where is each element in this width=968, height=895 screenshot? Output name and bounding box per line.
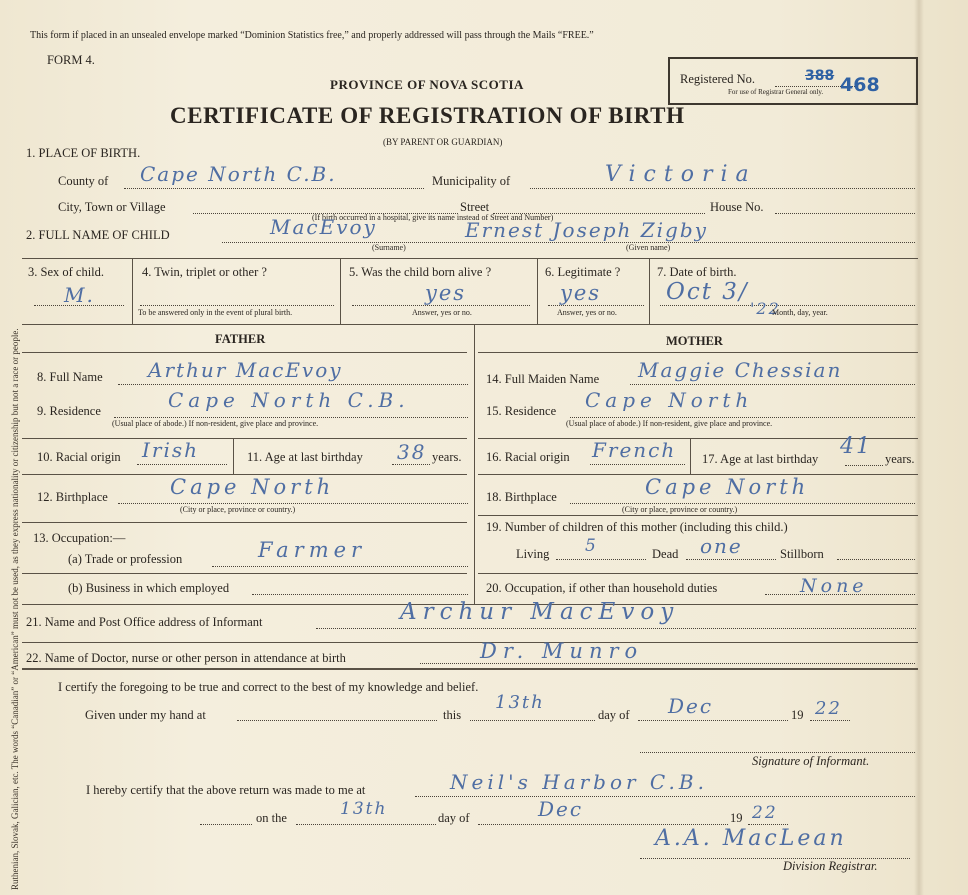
legitimate-note: Answer, yes or no. <box>557 308 617 317</box>
certification-statement: I certify the foregoing to be true and correct to the best of my knowledge and belief. <box>58 680 479 694</box>
registered-number-new: 468 <box>840 74 880 96</box>
mother-children-label: 19. Number of children of this mother (including this child.) <box>486 520 788 534</box>
mother-residence-label: 15. Residence <box>486 404 557 418</box>
registered-label: Registered No. <box>680 72 755 86</box>
father-birthplace-value: Cape North <box>170 475 335 499</box>
certification-day-value: 13th <box>495 692 545 713</box>
father-occupation-label: 13. Occupation:— <box>33 531 126 545</box>
registrar-place-value: Neil's Harbor C.B. <box>450 770 708 794</box>
registrar-day-value: 13th <box>340 799 388 819</box>
child-surname-value: MacEvoy <box>270 215 377 239</box>
hospital-note: (If birth occurred in a hospital, give its name instead of Street and Number) <box>312 213 554 222</box>
mother-heading: MOTHER <box>666 334 723 348</box>
registered-number-old: 388 <box>805 68 835 84</box>
mother-maiden-name-value: Maggie Chessian <box>638 358 843 382</box>
mailing-notice: This form if placed in an unsealed envelope marked “Dominion Statistics free,” and properly addressed will pass through the Mails “FREE.” <box>30 30 594 41</box>
street-label: Street <box>460 200 490 214</box>
form-number: FORM 4. <box>47 53 95 67</box>
dead-label: Dead <box>652 547 679 561</box>
father-heading: FATHER <box>215 332 266 346</box>
mother-racial-value: French <box>592 438 677 462</box>
county-label: County of <box>58 174 109 188</box>
father-racial-value: Irish <box>142 438 200 462</box>
legitimate-value: yes <box>560 281 602 305</box>
twin-label: 4. Twin, triplet or other ? <box>142 265 267 279</box>
date-of-birth-value: Oct 3/ <box>666 279 749 305</box>
father-birthplace-note: (City or place, province or country.) <box>180 505 296 514</box>
child-name-label: 2. FULL NAME OF CHILD <box>26 228 170 242</box>
certification-month-value: Dec <box>668 694 714 718</box>
city-label: City, Town or Village <box>58 200 166 214</box>
municipality-value: Victoria <box>605 162 757 187</box>
date-of-birth-caption: Month, day, year. <box>772 308 828 317</box>
informant-signature-caption: Signature of Informant. <box>752 754 870 768</box>
registrar-month-value: Dec <box>538 797 584 821</box>
informant-label: 21. Name and Post Office address of Informant <box>26 615 263 629</box>
mother-birthplace-label: 18. Birthplace <box>486 490 557 504</box>
document-title: CERTIFICATE OF REGISTRATION OF BIRTH <box>170 103 685 128</box>
registrar-note: For use of Registrar General only. <box>728 88 824 96</box>
born-alive-label: 5. Was the child born alive ? <box>349 265 492 279</box>
mother-residence-note: (Usual place of abode.) If non-resident, give place and province. <box>566 419 773 428</box>
county-value: Cape North C.B. <box>140 162 337 186</box>
father-name-value: Arthur MacEvoy <box>148 358 343 382</box>
doctor-value: Dr. Munro <box>480 639 644 663</box>
mother-age-label: 17. Age at last birthday <box>702 452 819 466</box>
born-alive-note: Answer, yes or no. <box>412 308 472 317</box>
side-margin-note: Ruthenian, Slovak, Galician, etc. The words “Canadian” or “American” must not be used, as they express nationality or citizenship but not a race or people. <box>10 328 20 890</box>
mother-racial-label: 16. Racial origin <box>486 450 570 464</box>
mother-age-value: 41 <box>840 434 872 459</box>
on-the-label: on the <box>256 811 287 825</box>
father-trade-value: Farmer <box>258 538 367 562</box>
paper-fold-crease <box>914 0 924 895</box>
certification-year-prefix: 19 <box>791 708 804 722</box>
surname-caption: (Surname) <box>372 243 406 252</box>
place-of-birth-heading: 1. PLACE OF BIRTH. <box>26 146 141 160</box>
father-business-label: (b) Business in which employed <box>68 581 230 595</box>
father-residence-value: Cape North C.B. <box>168 388 410 412</box>
mother-birthplace-value: Cape North <box>645 475 810 499</box>
registrar-year-prefix: 19 <box>730 811 743 825</box>
registrar-day-label: day of <box>438 811 470 825</box>
living-value: 5 <box>585 536 598 556</box>
this-label: this <box>443 708 462 722</box>
child-given-name-value: Ernest Joseph Zigby <box>465 218 708 242</box>
dead-value: one <box>700 534 743 558</box>
informant-value: Archur MacEvoy <box>400 599 680 625</box>
father-trade-label: (a) Trade or profession <box>68 552 183 566</box>
mother-residence-value: Cape North <box>585 388 754 412</box>
mother-occupation-label: 20. Occupation, if other than household duties <box>486 581 718 595</box>
father-name-label: 8. Full Name <box>37 370 103 384</box>
legitimate-label: 6. Legitimate ? <box>545 265 621 279</box>
registrar-statement: I hereby certify that the above return was made to me at <box>86 783 366 797</box>
sex-value: M. <box>64 283 95 307</box>
document-subtitle: (BY PARENT OR GUARDIAN) <box>383 137 503 147</box>
sex-label: 3. Sex of child. <box>28 265 105 279</box>
stillborn-label: Stillborn <box>780 547 824 561</box>
registrar-year-value: 22 <box>752 803 778 823</box>
registrar-signature: A.A. MacLean <box>655 826 847 851</box>
father-years-label: years. <box>432 450 462 464</box>
father-racial-label: 10. Racial origin <box>37 450 121 464</box>
date-of-birth-year: '22 <box>750 299 781 318</box>
twin-note: To be answered only in the event of plural birth. <box>138 308 293 317</box>
mother-maiden-name-label: 14. Full Maiden Name <box>486 372 600 386</box>
certification-day-label: day of <box>598 708 630 722</box>
province-heading: PROVINCE OF NOVA SCOTIA <box>330 77 524 92</box>
municipality-label: Municipality of <box>432 174 511 188</box>
father-age-label: 11. Age at last birthday <box>247 450 363 464</box>
father-residence-note: (Usual place of abode.) If non-resident, give place and province. <box>112 419 319 428</box>
house-number-label: House No. <box>710 200 764 214</box>
certification-year-value: 22 <box>815 698 842 719</box>
given-name-caption: (Given name) <box>626 243 671 252</box>
mother-birthplace-note: (City or place, province or country.) <box>622 505 738 514</box>
father-residence-label: 9. Residence <box>37 404 101 418</box>
father-age-value: 38 <box>397 440 427 464</box>
division-registrar-caption: Division Registrar. <box>783 859 878 873</box>
given-under-label: Given under my hand at <box>85 708 206 722</box>
date-of-birth-label: 7. Date of birth. <box>657 265 737 279</box>
born-alive-value: yes <box>425 281 467 305</box>
mother-years-label: years. <box>885 452 915 466</box>
father-birthplace-label: 12. Birthplace <box>37 490 108 504</box>
mother-occupation-value: None <box>800 575 868 597</box>
living-label: Living <box>516 547 550 561</box>
doctor-label: 22. Name of Doctor, nurse or other person in attendance at birth <box>26 651 346 665</box>
